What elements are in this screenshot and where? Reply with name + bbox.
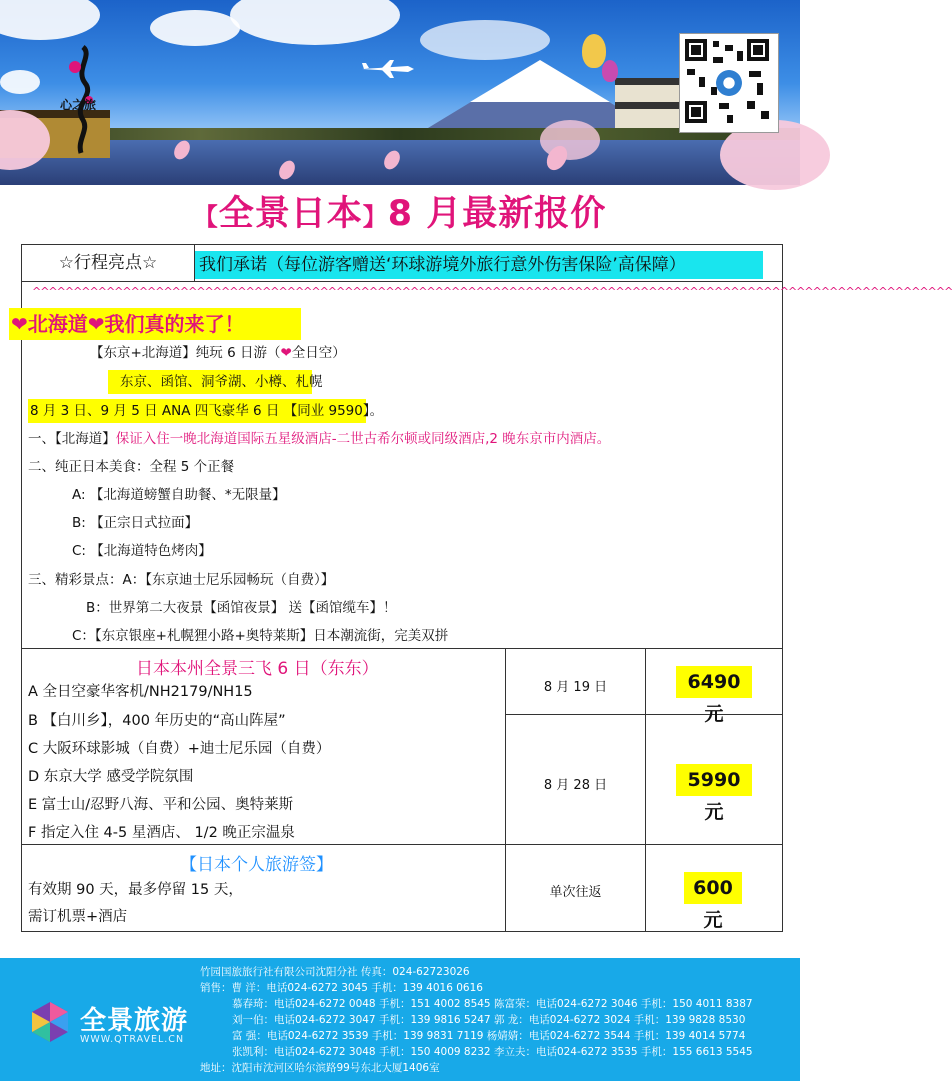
title-rest: 8 月最新报价 <box>387 194 607 234</box>
hot-air-balloon <box>602 60 618 82</box>
list-item: E 富士山/忍野八海、平和公园、奥特莱斯 <box>28 797 294 813</box>
title-name: 全景日本 <box>218 194 363 234</box>
point-1-body: 保证入住一晚北海道国际五星级酒店-二世古希尔顿或同级酒店,2 晚东京市内酒店。 <box>115 431 611 447</box>
cloud <box>0 0 100 40</box>
airplane-icon <box>360 60 414 78</box>
point-2a: A: 【北海道螃蟹自助餐、*无限量】 <box>72 487 286 503</box>
visa-title: 【日本个人旅游签】 <box>180 855 333 875</box>
address-line: 地址：沈阳市沈河区哈尔滨路99号东北大厦1406室 <box>200 1062 440 1074</box>
table-line <box>645 648 646 931</box>
list-item: A 全日空豪华客机/NH2179/NH15 <box>28 684 253 700</box>
lake <box>0 140 800 185</box>
point-1-prefix: 一、【北海道】 <box>28 431 116 447</box>
cloud <box>150 10 240 46</box>
contact-row: 张凯利：电话024-6272 3048 手机：150 4009 8232 李立夫：电话024-6272 3535 手机：155 6613 5545 <box>232 1046 753 1058</box>
header-banner <box>0 0 800 185</box>
point-3b: B：世界第二大夜景【函馆夜景】 送【函馆缆车】！ <box>86 600 397 616</box>
point-1 <box>28 430 610 448</box>
contact-row: 富 强：电话024-6272 3539 手机：139 9831 7119 杨婧婧：电话024-6272 3544 手机：139 4014 5774 <box>232 1030 746 1042</box>
brand-logo-icon <box>28 1000 72 1044</box>
point-2c: C: 【北海道特色烤肉】 <box>72 543 212 559</box>
table-line <box>21 844 783 845</box>
page-title <box>0 186 800 242</box>
departure-date-1: 8 月 19 日 <box>543 680 608 695</box>
highlights-label: ☆行程亮点☆ <box>58 253 158 273</box>
contact-row: 刘一伯：电话024-6272 3047 手机：139 9816 5247 郭 龙：电话024-6272 3024 手机：139 9828 8530 <box>232 1014 746 1026</box>
qr-code[interactable] <box>680 34 778 132</box>
list-item: F 指定入住 4-5 星酒店、 1/2 晚正宗温泉 <box>28 825 295 841</box>
tour-dates: 8 月 3 日、9 月 5 日 ANA 四飞豪华 6 日 【同业 9590】。 <box>28 399 366 423</box>
hot-air-balloon <box>582 34 606 68</box>
company-line: 竹园国旅旅行社有限公司沈阳分社 传真：024-62723026 <box>200 966 470 978</box>
honshu-title: 日本本州全景三飞 6 日（东东） <box>136 659 379 679</box>
visa-line-2: 需订机票+酒店 <box>28 909 128 925</box>
hokkaido-heading: ❤北海道❤我们真的来了！ <box>9 308 301 340</box>
footer <box>0 958 800 1081</box>
point-2b: B: 【正宗日式拉面】 <box>72 515 199 531</box>
cloud <box>420 20 550 60</box>
departure-date-2: 8 月 28 日 <box>543 778 608 793</box>
list-item: C 大阪环球影城（自费）+迪士尼乐园（自费） <box>28 741 331 757</box>
tour-name <box>90 344 346 362</box>
visa-price: 600 元 <box>684 872 742 904</box>
point-3: 三、精彩景点：A：【东京迪士尼乐园畅玩（自费）】 <box>28 572 335 588</box>
list-item: B 【白川乡】，400 年历史的“高山阵屋” <box>28 713 286 729</box>
logo-text: 心之旅 <box>60 98 97 112</box>
decorative-divider: ^^^^^^^^^^^^^^^^^^^^^^^^^^^^^^^^^^^^^^^^^^^^^^^^^^^^^^^^^^^^^^^^^^^^^^^^^^^^^^^^^^^^^^^^^^^^^^^^^^^^^^^^^^^^^^^^ <box>32 285 952 298</box>
table-line <box>505 714 783 715</box>
visa-line-1: 有效期 90 天，最多停留 15 天， <box>28 882 243 898</box>
highlights-row <box>22 245 782 282</box>
tour-cities: 东京、函馆、洞爷湖、小樽、札幌 <box>108 370 312 394</box>
title-bracket-close: 】 <box>362 203 388 231</box>
price-2: 5990 元 <box>676 764 752 796</box>
list-item: D 东京大学 感受学院氛围 <box>28 769 194 785</box>
heart-icon: ❤ <box>280 345 292 361</box>
point-3c: C：【东京银座+札幌狸小路+奥特莱斯】日本潮流街，完美双拼 <box>72 628 449 644</box>
tour-name-b: 全日空） <box>291 345 346 361</box>
qr-logo-icon <box>716 70 742 96</box>
contact-row: 慕春琦：电话024-6272 0048 手机：151 4002 8545 陈富荣：电话024-6272 3046 手机：150 4011 8387 <box>232 998 753 1010</box>
visa-type: 单次往返 <box>549 885 602 900</box>
tour-name-a: 【东京+北海道】纯玩 6 日游（ <box>90 345 281 361</box>
point-2: 二、纯正日本美食：全程 5 个正餐 <box>28 459 235 475</box>
insurance-promise: 我们承诺（每位游客赠送‘环球游境外旅行意外伤害保险’高保障） <box>195 251 763 279</box>
cloud <box>230 0 400 45</box>
price-1: 6490 元 <box>676 666 752 698</box>
contact-row: 销售：曹 洋：电话024-6272 3045 手机：139 4016 0616 <box>200 982 483 994</box>
title-bracket-open: 【 <box>193 203 219 231</box>
table-line <box>21 648 783 649</box>
brand-name: 全景旅游 <box>80 1006 189 1036</box>
brand-url[interactable]: WWW.QTRAVEL.CN <box>80 1034 185 1045</box>
cloud <box>0 70 40 94</box>
